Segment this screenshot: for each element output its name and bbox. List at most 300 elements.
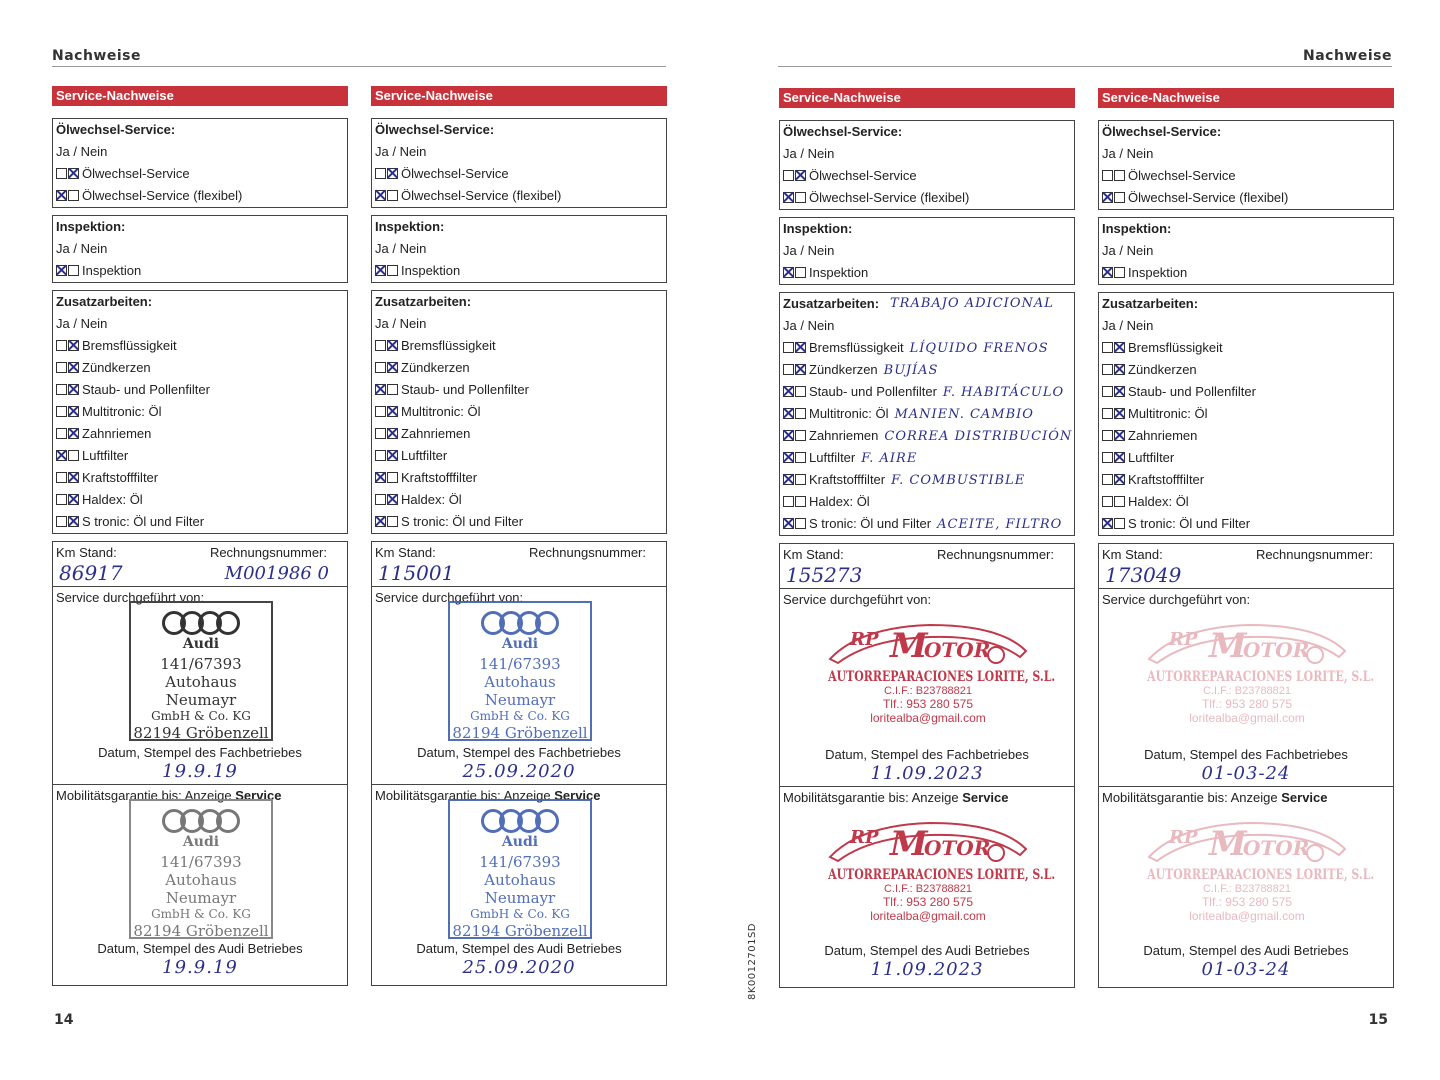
mobility-guarantee-row xyxy=(1099,787,1393,987)
service-record-column xyxy=(52,86,348,978)
box-title: Zusatzarbeiten: xyxy=(375,294,472,309)
checkbox-ja[interactable] xyxy=(56,516,67,527)
service-label: Service durchgeführt von: xyxy=(56,590,205,605)
handwritten-date: 25.09.2020 xyxy=(462,761,576,782)
inspection-box xyxy=(1098,217,1394,285)
checkbox-ja[interactable] xyxy=(1102,518,1113,529)
checklist-label: S tronic: Öl und Filter xyxy=(1128,516,1251,531)
checklist-row xyxy=(1099,359,1393,381)
checkbox-nein[interactable] xyxy=(795,496,806,507)
svg-text:M: M xyxy=(890,626,928,666)
mobility-label-bold: Service xyxy=(235,788,282,803)
checkbox-ja[interactable] xyxy=(1102,430,1113,441)
yes-no-header: Ja / Nein xyxy=(783,243,835,258)
checklist-row xyxy=(1099,513,1393,535)
checklist-label: Multitronic: Öl xyxy=(401,404,481,419)
checkbox-ja[interactable] xyxy=(783,430,794,441)
yes-no-header: Ja / Nein xyxy=(1102,243,1154,258)
checkbox-ja[interactable] xyxy=(56,340,67,351)
checkbox-nein[interactable] xyxy=(795,170,806,181)
stamp-company: AUTORREPARACIONES LORITE, S.L. xyxy=(828,669,1056,685)
checkbox-ja[interactable] xyxy=(783,170,794,181)
svg-text:RP: RP xyxy=(1169,629,1198,650)
handwritten-note: BUJÍAS xyxy=(883,363,939,378)
mobility-guarantee-row xyxy=(372,785,666,985)
checkbox-ja[interactable] xyxy=(783,386,794,397)
handwritten-date: 11.09.2023 xyxy=(870,959,984,980)
stamp-line: GmbH & Co. KG xyxy=(151,907,251,921)
checklist-row xyxy=(372,467,666,489)
checklist-label: Multitronic: Öl xyxy=(1128,406,1208,421)
handwritten-note: F. HABITÁCULO xyxy=(942,385,1065,400)
checkbox-nein[interactable] xyxy=(795,192,806,203)
stamp-cif: C.I.F.: B23788821 xyxy=(1202,883,1292,895)
checkbox-ja[interactable] xyxy=(1102,170,1113,181)
checkbox-ja[interactable] xyxy=(375,450,386,461)
checklist-label: Zahnriemen xyxy=(82,426,152,441)
handwritten-date: 19.9.19 xyxy=(162,957,238,978)
handwritten-date: 11.09.2023 xyxy=(870,763,984,784)
section-title: Service-Nachweise xyxy=(371,86,667,106)
checkbox-ja[interactable] xyxy=(783,408,794,419)
right-page xyxy=(720,0,1440,1080)
checkbox-ja[interactable] xyxy=(1102,267,1113,278)
checkbox-nein[interactable] xyxy=(387,450,398,461)
stamp-email: loritealba@gmail.com xyxy=(1189,711,1305,725)
checkbox-nein[interactable] xyxy=(387,494,398,505)
checklist-row xyxy=(53,401,347,423)
svg-text:OTOR: OTOR xyxy=(1243,638,1310,662)
checkbox-nein[interactable] xyxy=(68,190,79,201)
checklist-row xyxy=(372,379,666,401)
checkbox-nein[interactable] xyxy=(795,364,806,375)
service-performed-row xyxy=(53,587,347,785)
checklist-row xyxy=(372,511,666,533)
checklist-label: Ölwechsel-Service xyxy=(809,168,917,183)
checkbox-ja[interactable] xyxy=(783,192,794,203)
invoice-label: Rechnungsnummer: xyxy=(209,545,327,560)
service-record-box xyxy=(371,541,667,986)
checklist-label: Multitronic: Öl xyxy=(809,406,889,421)
checklist-label: Kraftstofffilter xyxy=(401,470,478,485)
checkbox-ja[interactable] xyxy=(56,190,67,201)
checklist-label: Ölwechsel-Service (flexibel) xyxy=(809,190,970,205)
workshop-stamp xyxy=(1119,815,1375,923)
service-label: Service durchgeführt von: xyxy=(375,590,524,605)
checklist-label: S tronic: Öl und Filter xyxy=(401,514,524,529)
datum-label: Datum, Stempel des Audi Betriebes xyxy=(1143,943,1349,958)
svg-text:OTOR: OTOR xyxy=(924,638,991,662)
service-record-box xyxy=(1098,543,1394,988)
service-performed-row xyxy=(372,587,666,785)
inspection-box xyxy=(371,215,667,283)
yes-no-header: Ja / Nein xyxy=(56,241,108,256)
checkbox-nein[interactable] xyxy=(387,362,398,373)
checklist-row xyxy=(1099,491,1393,513)
checkbox-nein[interactable] xyxy=(1114,430,1125,441)
checkbox-nein[interactable] xyxy=(1114,496,1125,507)
yes-no-header: Ja / Nein xyxy=(1102,318,1154,333)
checklist-row xyxy=(1099,447,1393,469)
checklist-label: Bremsflüssigkeit xyxy=(809,340,904,355)
svg-text:M: M xyxy=(1209,626,1247,666)
checkbox-nein[interactable] xyxy=(795,452,806,463)
datum-label: Datum, Stempel des Audi Betriebes xyxy=(97,941,303,956)
checkbox-nein[interactable] xyxy=(1114,518,1125,529)
checkbox-ja[interactable] xyxy=(56,265,67,276)
checkbox-ja[interactable] xyxy=(375,384,386,395)
stamp-line: Autohaus Neumayr xyxy=(484,871,556,907)
checkbox-ja[interactable] xyxy=(375,516,386,527)
checkbox-ja[interactable] xyxy=(375,168,386,179)
service-record-box xyxy=(52,541,348,986)
checklist-label: Haldex: Öl xyxy=(401,492,462,507)
checkbox-nein[interactable] xyxy=(387,340,398,351)
checkbox-nein[interactable] xyxy=(1114,364,1125,375)
checkbox-ja[interactable] xyxy=(783,364,794,375)
mobility-label xyxy=(1102,790,1328,805)
checklist-label: Zündkerzen xyxy=(1128,362,1197,377)
service-record-box xyxy=(779,543,1075,988)
svg-text:RP: RP xyxy=(850,629,879,650)
stamp-line: 82194 Gröbenzell xyxy=(133,922,269,940)
km-label: Km Stand: xyxy=(1102,547,1163,562)
handwritten-note: F. AIRE xyxy=(861,451,918,466)
checkbox-ja[interactable] xyxy=(56,428,67,439)
checklist-label: Inspektion xyxy=(401,263,461,278)
page-header: Nachweise xyxy=(1303,48,1392,64)
checkbox-nein[interactable] xyxy=(68,265,79,276)
service-record-column xyxy=(1098,88,1394,980)
checkbox-nein[interactable] xyxy=(68,494,79,505)
checklist-label: Zündkerzen xyxy=(809,362,878,377)
checklist-label: Bremsflüssigkeit xyxy=(401,338,496,353)
stamp-line: GmbH & Co. KG xyxy=(151,709,251,723)
inspection-box xyxy=(779,217,1075,285)
km-value: 155273 xyxy=(786,563,863,587)
checkbox-nein[interactable] xyxy=(387,406,398,417)
handwritten-note: ACEITE, FILTRO xyxy=(937,517,1063,532)
checkbox-ja[interactable] xyxy=(783,267,794,278)
checkbox-ja[interactable] xyxy=(783,518,794,529)
checklist-row xyxy=(780,381,1074,403)
checkbox-nein[interactable] xyxy=(1114,408,1125,419)
checkbox-nein[interactable] xyxy=(1114,452,1125,463)
invoice-label: Rechnungsnummer: xyxy=(528,545,646,560)
mileage-row xyxy=(372,542,666,587)
checklist-row xyxy=(53,423,347,445)
checkbox-ja[interactable] xyxy=(56,494,67,505)
checklist-label: Zündkerzen xyxy=(82,360,151,375)
stamp-email: loritealba@gmail.com xyxy=(870,711,986,725)
dealer-stamp xyxy=(448,799,592,939)
checkbox-nein[interactable] xyxy=(68,516,79,527)
stamp-line: Autohaus Neumayr xyxy=(165,673,237,709)
box-title: Zusatzarbeiten: xyxy=(783,296,880,311)
checkbox-nein[interactable] xyxy=(68,340,79,351)
checkbox-nein[interactable] xyxy=(1114,192,1125,203)
checkbox-nein[interactable] xyxy=(795,342,806,353)
checkbox-ja[interactable] xyxy=(1102,364,1113,375)
checkbox-ja[interactable] xyxy=(375,472,386,483)
rp-motor-logo-icon xyxy=(800,617,1056,669)
datum-label: Datum, Stempel des Fachbetriebes xyxy=(417,745,621,760)
checklist-label: Kraftstofffilter xyxy=(82,470,159,485)
checkbox-ja[interactable] xyxy=(56,168,67,179)
checklist-row xyxy=(53,357,347,379)
checklist-row xyxy=(53,335,347,357)
box-title: Zusatzarbeiten: xyxy=(1102,296,1199,311)
ring-icon xyxy=(216,611,240,635)
checkbox-ja[interactable] xyxy=(783,342,794,353)
mileage-row xyxy=(780,544,1074,589)
audi-rings-icon xyxy=(131,611,271,635)
stamp-phone: Tlf.: 953 280 575 xyxy=(882,895,974,909)
checklist-row xyxy=(53,379,347,401)
checklist-label: Staub- und Pollenfilter xyxy=(401,382,529,397)
checklist-row xyxy=(53,185,347,207)
checkbox-nein[interactable] xyxy=(387,428,398,439)
stamp-company: AUTORREPARACIONES LORITE, S.L. xyxy=(1147,669,1375,685)
checklist-label: Staub- und Pollenfilter xyxy=(1128,384,1256,399)
checkbox-ja[interactable] xyxy=(783,452,794,463)
handwritten-note: TRABAJO ADICIONAL xyxy=(890,296,1054,311)
checklist-row xyxy=(780,491,1074,513)
mobility-guarantee-row xyxy=(53,785,347,985)
checklist-row xyxy=(780,262,1074,284)
checkbox-ja[interactable] xyxy=(375,406,386,417)
checkbox-nein[interactable] xyxy=(1114,170,1125,181)
checkbox-nein[interactable] xyxy=(387,168,398,179)
checklist-row xyxy=(1099,187,1393,209)
checklist-label: Bremsflüssigkeit xyxy=(1128,340,1223,355)
handwritten-note: CORREA DISTRIBUCIÓN xyxy=(884,429,1073,444)
extra-work-box xyxy=(371,290,667,534)
checkbox-nein[interactable] xyxy=(795,430,806,441)
ring-icon xyxy=(535,611,559,635)
stamp-brand: Audi xyxy=(182,636,220,652)
checkbox-ja[interactable] xyxy=(375,265,386,276)
checkbox-ja[interactable] xyxy=(375,340,386,351)
page-number: 14 xyxy=(54,1012,74,1028)
dealer-stamp xyxy=(129,601,273,741)
page-number: 15 xyxy=(1368,1012,1388,1028)
service-record-column xyxy=(371,86,667,978)
checklist-label: Inspektion xyxy=(1128,265,1188,280)
stamp-line: 82194 Gröbenzell xyxy=(133,724,269,742)
checkbox-nein[interactable] xyxy=(1114,474,1125,485)
stamp-brand: Audi xyxy=(501,834,539,850)
box-title: Ölwechsel-Service: xyxy=(1102,124,1222,139)
checklist-row xyxy=(1099,262,1393,284)
checkbox-ja[interactable] xyxy=(375,494,386,505)
extra-work-box xyxy=(52,290,348,534)
checkbox-ja[interactable] xyxy=(1102,496,1113,507)
extra-work-box xyxy=(779,292,1075,536)
checkbox-nein[interactable] xyxy=(795,408,806,419)
checkbox-ja[interactable] xyxy=(783,474,794,485)
checkbox-nein[interactable] xyxy=(387,265,398,276)
checkbox-nein[interactable] xyxy=(68,168,79,179)
checklist-row xyxy=(780,513,1074,535)
document-code: 8K0012701SD xyxy=(747,922,758,1000)
checklist-row xyxy=(53,467,347,489)
rp-motor-logo-icon xyxy=(1119,617,1375,669)
checklist-row xyxy=(780,403,1074,425)
checkbox-nein[interactable] xyxy=(1114,342,1125,353)
checklist-row xyxy=(1099,403,1393,425)
checkbox-nein[interactable] xyxy=(795,474,806,485)
mobility-label-text: Mobilitätsgarantie bis: Anzeige xyxy=(1102,790,1278,805)
stamp-phone: Tlf.: 953 280 575 xyxy=(882,697,974,711)
checkbox-nein[interactable] xyxy=(795,518,806,529)
stamp-line: Autohaus Neumayr xyxy=(165,871,237,907)
checkbox-nein[interactable] xyxy=(68,384,79,395)
yes-no-header: Ja / Nein xyxy=(1102,146,1154,161)
handwritten-date: 01-03-24 xyxy=(1201,959,1291,980)
checkbox-ja[interactable] xyxy=(56,472,67,483)
stamp-line: GmbH & Co. KG xyxy=(470,907,570,921)
svg-text:M: M xyxy=(1209,824,1247,864)
box-title: Inspektion: xyxy=(783,221,853,236)
checkbox-nein[interactable] xyxy=(1114,386,1125,397)
checklist-row xyxy=(372,445,666,467)
checkbox-nein[interactable] xyxy=(68,406,79,417)
checkbox-ja[interactable] xyxy=(375,190,386,201)
checkbox-ja[interactable] xyxy=(1102,452,1113,463)
checklist-label: Ölwechsel-Service (flexibel) xyxy=(1128,190,1289,205)
checklist-label: Ölwechsel-Service xyxy=(1128,168,1236,183)
checklist-row xyxy=(780,337,1074,359)
mobility-label-text: Mobilitätsgarantie bis: Anzeige xyxy=(783,790,959,805)
yes-no-header: Ja / Nein xyxy=(375,241,427,256)
oil-service-box xyxy=(52,118,348,208)
checklist-row xyxy=(372,260,666,282)
box-title: Ölwechsel-Service: xyxy=(375,122,495,137)
checkbox-nein[interactable] xyxy=(68,450,79,461)
inspection-box xyxy=(52,215,348,283)
yes-no-header: Ja / Nein xyxy=(375,144,427,159)
checklist-label: Inspektion xyxy=(82,263,142,278)
section-title: Service-Nachweise xyxy=(1098,88,1394,108)
checklist-label: Luftfilter xyxy=(401,448,448,463)
checkbox-ja[interactable] xyxy=(1102,386,1113,397)
checkbox-nein[interactable] xyxy=(68,428,79,439)
checklist-label: Haldex: Öl xyxy=(809,494,870,509)
checkbox-ja[interactable] xyxy=(56,450,67,461)
checkbox-ja[interactable] xyxy=(783,496,794,507)
mobility-label xyxy=(783,790,1009,805)
svg-text:OTOR: OTOR xyxy=(1243,836,1310,860)
workshop-stamp xyxy=(1119,617,1375,725)
svg-text:OTOR: OTOR xyxy=(924,836,991,860)
checkbox-nein[interactable] xyxy=(1114,267,1125,278)
checkbox-ja[interactable] xyxy=(375,362,386,373)
audi-rings-icon xyxy=(450,809,590,833)
checkbox-nein[interactable] xyxy=(387,472,398,483)
checkbox-nein[interactable] xyxy=(68,472,79,483)
yes-no-header: Ja / Nein xyxy=(56,144,108,159)
yes-no-header: Ja / Nein xyxy=(56,316,108,331)
workshop-stamp xyxy=(800,815,1056,923)
checklist-label: Luftfilter xyxy=(82,448,129,463)
ring-icon xyxy=(535,809,559,833)
section-title: Service-Nachweise xyxy=(779,88,1075,108)
checklist-row xyxy=(372,401,666,423)
checklist-row xyxy=(1099,165,1393,187)
mobility-label-bold: Service xyxy=(1281,790,1328,805)
checkbox-nein[interactable] xyxy=(387,190,398,201)
checklist-label: Zündkerzen xyxy=(401,360,470,375)
checkbox-nein[interactable] xyxy=(387,516,398,527)
checklist-label: Ölwechsel-Service (flexibel) xyxy=(82,188,243,203)
stamp-number: 141/67393 xyxy=(160,655,242,673)
km-label: Km Stand: xyxy=(783,547,844,562)
checkbox-ja[interactable] xyxy=(56,384,67,395)
checkbox-nein[interactable] xyxy=(795,267,806,278)
checklist-row xyxy=(53,511,347,533)
stamp-number: 141/67393 xyxy=(479,655,561,673)
checkbox-ja[interactable] xyxy=(375,428,386,439)
checkbox-ja[interactable] xyxy=(56,362,67,373)
stamp-brand: Audi xyxy=(182,834,220,850)
datum-label: Datum, Stempel des Audi Betriebes xyxy=(416,941,622,956)
handwritten-note: MANIEN. CAMBIO xyxy=(894,407,1034,422)
checklist-label: Zahnriemen xyxy=(401,426,471,441)
page-header: Nachweise xyxy=(52,48,141,64)
datum-label: Datum, Stempel des Fachbetriebes xyxy=(1144,747,1348,762)
rp-motor-logo-icon xyxy=(1119,815,1375,867)
checklist-row xyxy=(780,447,1074,469)
stamp-line: Autohaus Neumayr xyxy=(484,673,556,709)
box-title: Zusatzarbeiten: xyxy=(56,294,153,309)
invoice-value: M001986 0 xyxy=(224,563,329,584)
stamp-number: 141/67393 xyxy=(160,853,242,871)
checklist-row xyxy=(1099,381,1393,403)
checkbox-ja[interactable] xyxy=(56,406,67,417)
checklist-row xyxy=(1099,469,1393,491)
checklist-label: Ölwechsel-Service (flexibel) xyxy=(401,188,562,203)
checklist-row xyxy=(780,187,1074,209)
invoice-label: Rechnungsnummer: xyxy=(936,547,1054,562)
mobility-label-bold: Service xyxy=(554,788,601,803)
checklist-label: S tronic: Öl und Filter xyxy=(809,516,932,531)
checklist-row xyxy=(780,469,1074,491)
checkbox-ja[interactable] xyxy=(1102,192,1113,203)
stamp-phone: Tlf.: 953 280 575 xyxy=(1201,895,1293,909)
stamp-line: GmbH & Co. KG xyxy=(470,709,570,723)
checkbox-nein[interactable] xyxy=(387,384,398,395)
oil-service-box xyxy=(1098,120,1394,210)
checkbox-nein[interactable] xyxy=(795,386,806,397)
checkbox-ja[interactable] xyxy=(1102,342,1113,353)
checkbox-ja[interactable] xyxy=(1102,408,1113,419)
service-performed-row xyxy=(1099,589,1393,787)
stamp-email: loritealba@gmail.com xyxy=(870,909,986,923)
checklist-row xyxy=(372,163,666,185)
datum-label: Datum, Stempel des Fachbetriebes xyxy=(98,745,302,760)
stamp-line: 82194 Gröbenzell xyxy=(452,922,588,940)
dealer-stamp xyxy=(129,799,273,939)
audi-rings-icon xyxy=(131,809,271,833)
checklist-row xyxy=(53,260,347,282)
checkbox-ja[interactable] xyxy=(1102,474,1113,485)
header-rule xyxy=(52,66,666,67)
datum-label: Datum, Stempel des Audi Betriebes xyxy=(824,943,1030,958)
checklist-label: Inspektion xyxy=(809,265,869,280)
checkbox-nein[interactable] xyxy=(68,362,79,373)
service-record-column xyxy=(779,88,1075,980)
